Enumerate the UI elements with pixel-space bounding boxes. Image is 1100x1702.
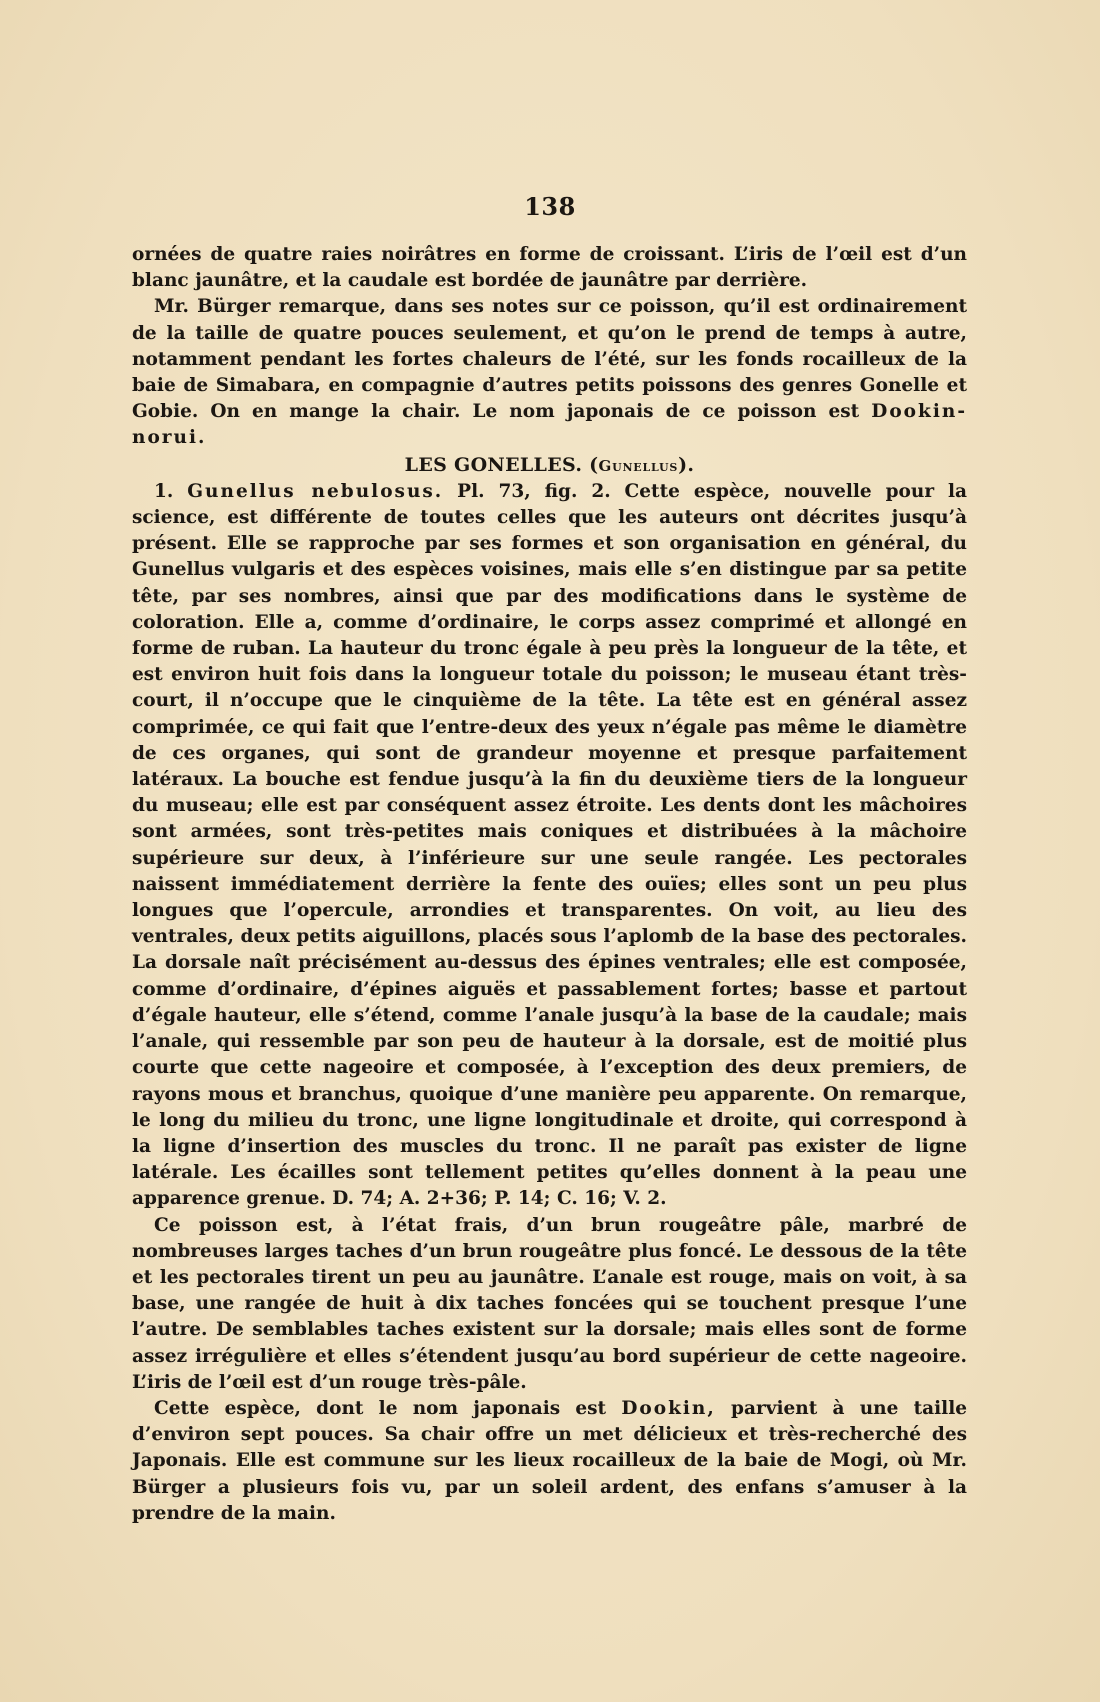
japanese-name: Dookin-norui. xyxy=(132,401,967,449)
paragraph-text: Mr. Bürger remarque, dans ses notes sur ce poisson, qu’il est ordinairement de la taille de quatre pouces seulement, et qu’on le prend de temps à autre, notamment pendant les fortes chaleurs de l’été, sur les fonds rocailleux de la baie de Simabara, en compagnie d’autres petits poissons des genres Gonelle et Gobie. On en mange la chair. Le nom japonais de ce poisson est xyxy=(132,296,967,423)
heading-title: LES GONELLES. xyxy=(404,453,583,476)
species-name: Gunellus nebulosus. xyxy=(187,480,444,502)
paragraph-text: Pl. 73, fig. 2. Cette espèce, nouvelle pour la science, est différente de toutes celles que les auteurs ont décrites jusqu’à présent. Elle se rapproche par ses formes et son organisation en général, du Gunellus vulgaris et des espèces voisines, mais elle s’en distingue par sa petite tête, par ses nombres, ainsi que par des modifications dans le système de coloration. Elle a, comme d’ordinaire, le corps assez comprimé et allongé en forme de ruban. La hauteur du tronc égale à peu près la longueur de la tête, et est environ huit fois dans la longueur totale du poisson; le museau étant très-court, il n’occupe que le cinquième de la tête. La tête est en général assez comprimée, ce qui fait que l’entre-deux des yeux n’égale pas même le diamètre de ces organes, qui sont de grandeur moyenne et presque parfaitement latéraux. La bouche est fendue jusqu’à la fin du deuxième tiers de la longueur du museau; elle est par conséquent assez étroite. Les dents dont les mâchoires sont armées, sont très-petites mais coniques et distribuées à la mâchoire supérieure sur deux, à l’inférieure sur une seule rangée. Les pectorales naissent immédiatement derrière la fente des ouïes; elles sont un peu plus longues que l’opercule, arrondies et transparentes. On voit, au lieu des ventrales, deux petits aiguillons, placés sous l’aplomb de la base des pectorales. La dorsale naît précisément au-dessus des épines ventrales; elle est composée, comme d’ordinaire, d’épines aiguës et passablement fortes; basse et partout d’égale hauteur, elle s’étend, comme l’anale jusqu’à la base de la caudale; mais l’anale, qui ressemble par son peu de hauteur à la dorsale, est de moitié plus courte que cette nageoire et composée, à l’exception des deux premiers, de rayons mous et branchus, quoique d’une manière peu apparente. On remarque, le long du milieu du tronc, une ligne longitudinale et droite, qui correspond à la ligne d’insertion des muscles du tronc. Il ne paraît pas exister de ligne latérale. Les écailles sont tellement petites qu’elles donnent à la peau une apparence grenue. D. 74; A. 2+36; P. 14; C. 16; V. 2. xyxy=(132,480,968,1210)
paragraph-burger-notes xyxy=(132,294,967,451)
page-number: 138 xyxy=(524,192,576,221)
paragraph-text: parvient à une taille d’environ sept pouces. Sa chair offre un met délicieux et très-recherché des Japonais. Elle est commune sur les lieux rocailleux de la baie de Mogi, où Mr. Bürger a plusieurs fois vu, par un soleil ardent, des enfans s’amuser à la prendre de la main. xyxy=(132,1397,967,1524)
heading-open-paren: ( xyxy=(589,453,599,476)
paragraph-habitat xyxy=(132,1396,967,1527)
body-text xyxy=(132,242,967,1527)
paragraph-text: Cette espèce, dont le nom japonais est xyxy=(154,1397,622,1419)
species-number: 1. xyxy=(154,480,174,502)
japanese-name: Dookin, xyxy=(621,1397,716,1419)
section-heading xyxy=(132,452,967,479)
paragraph-continuation: ornées de quatre raies noirâtres en forme de croissant. L’iris de l’œil est d’un blanc jaunâtre, et la caudale est bordée de jaunâtre par derrière. xyxy=(132,244,967,292)
paragraph-coloration: Ce poisson est, à l’état frais, d’un brun rougeâtre pâle, marbré de nombreuses larges taches d’un brun rougeâtre plus foncé. Le dessous de la tête et les pectorales tirent un peu au jaunâtre. L’anale est rouge, mais on voit, à sa base, une rangée de huit à dix taches foncées qui se touchent presque l’une l’autre. De semblables taches existent sur la dorsale; mais elles sont de forme assez irrégulière et elles s’étendent jusqu’au bord supérieur de cette nageoire. L’iris de l’œil est d’un rouge très-pâle. xyxy=(132,1214,967,1393)
paragraph-species-description xyxy=(132,479,967,1213)
heading-latin: Gunellus xyxy=(598,456,679,475)
heading-close-paren: ). xyxy=(678,453,695,476)
